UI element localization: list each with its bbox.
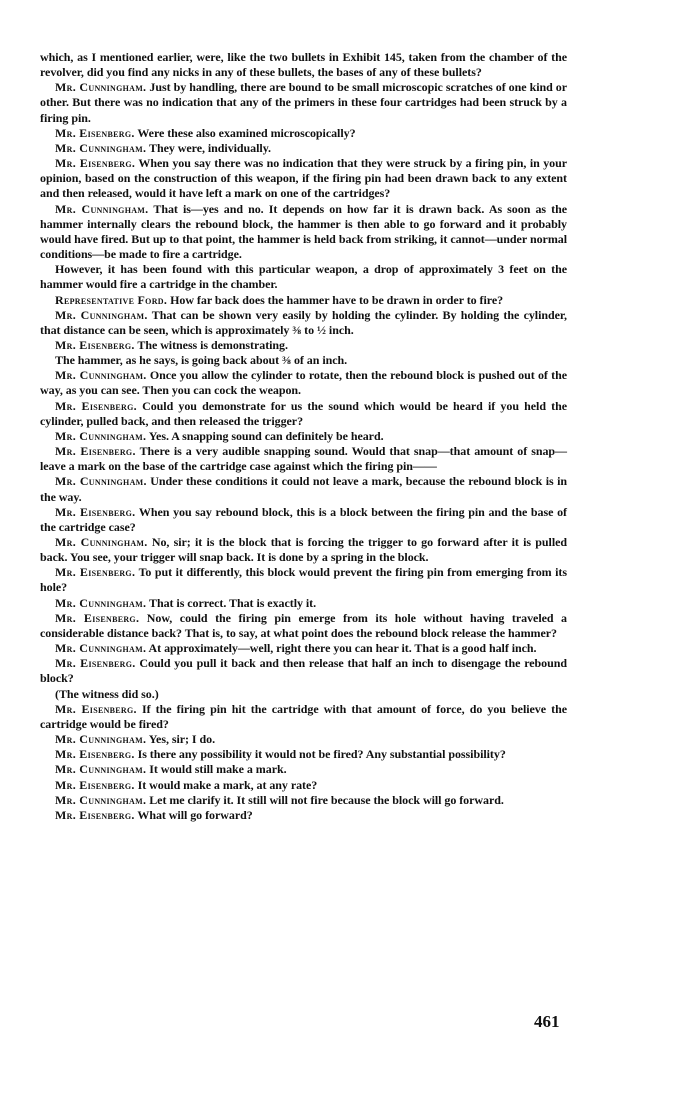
paragraph-text: It would still make a mark. bbox=[146, 762, 287, 777]
transcript-paragraph bbox=[40, 778, 567, 793]
transcript-paragraph bbox=[40, 565, 567, 595]
transcript-paragraph bbox=[40, 808, 567, 823]
transcript-paragraph bbox=[40, 732, 567, 747]
paragraph-text: Is there any possibility it would not be fired? Any substantial possibility? bbox=[134, 747, 506, 762]
paragraph-text: (The witness did so.) bbox=[55, 686, 159, 701]
paragraph-text: Were these also examined microscopically? bbox=[134, 125, 356, 140]
transcript-paragraph bbox=[40, 202, 567, 263]
paragraph-text: Just by handling, there are bound to be small microscopic scratches of one kind or other. But there was no indication that any of the primers in these four cartridges had been struck by a firing pin. bbox=[40, 80, 568, 125]
speaker-name: Mr. Eisenberg. bbox=[55, 398, 137, 413]
paragraph-text: Yes, sir; I do. bbox=[146, 732, 216, 747]
paragraph-text: Yes. A snapping sound can definitely be heard. bbox=[146, 428, 384, 443]
paragraph-text: Now, could the firing pin emerge from its hole without having traveled a considerable distance back? That is, to say, at what point does the rebound block release the hammer? bbox=[40, 610, 567, 640]
speaker-name: Mr. Cunningham. bbox=[55, 428, 147, 443]
paragraph-text: It would make a mark, at any rate? bbox=[134, 777, 318, 792]
transcript-paragraph bbox=[40, 687, 567, 702]
speaker-name: Mr. Eisenberg. bbox=[55, 807, 135, 822]
transcript-paragraph bbox=[40, 762, 567, 777]
speaker-name: Mr. Cunningham. bbox=[55, 792, 147, 807]
speaker-name: Mr. Eisenberg. bbox=[55, 656, 136, 671]
speaker-name: Mr. Eisenberg. bbox=[55, 444, 136, 459]
speaker-name: Mr. Eisenberg. bbox=[55, 125, 135, 140]
speaker-name: Mr. Eisenberg. bbox=[55, 156, 136, 171]
speaker-name: Mr. Cunningham. bbox=[55, 535, 148, 549]
speaker-name: Mr. Cunningham. bbox=[55, 80, 147, 95]
paragraph-text: That is—yes and no. It depends on how far it is drawn back. As soon as the hammer internally clears the rebound block, the hammer is then able to go forward and it probably would have fired. But up to that point, the hammer is held back from striking, it cannot—under normal conditions—be made to fire a cartridge. bbox=[40, 201, 567, 262]
transcript-paragraph bbox=[40, 474, 567, 504]
paragraph-text: There is a very audible snapping sound. Would that snap—that amount of snap—leave a mark on the base of the cartridge case against which the firing pin—— bbox=[40, 444, 567, 474]
paragraph-text: What will go forward? bbox=[134, 807, 253, 822]
transcript-paragraph bbox=[40, 141, 567, 156]
transcript-paragraph bbox=[40, 641, 567, 656]
paragraph-text: Could you demonstrate for us the sound which would be heard if you held the cylinder, pulled back, and then released the trigger? bbox=[40, 398, 567, 428]
speaker-name: Mr. Eisenberg. bbox=[55, 565, 136, 580]
speaker-name: Mr. Eisenberg. bbox=[55, 777, 135, 792]
transcript-paragraph bbox=[40, 535, 567, 565]
paragraph-text: Once you allow the cylinder to rotate, then the rebound block is pushed out of the way, as you can see. Then you can cock the weapon. bbox=[40, 368, 567, 398]
transcript-paragraph bbox=[40, 747, 567, 762]
paragraph-text: which, as I mentioned earlier, were, like the two bullets in Exhibit 145, taken from the chamber of the revolver, did you find any nicks in any of these bullets, the bases of any of these bullets? bbox=[40, 50, 567, 80]
transcript-paragraph bbox=[40, 596, 567, 611]
speaker-name: Mr. Eisenberg. bbox=[55, 610, 140, 625]
transcript-body bbox=[40, 50, 567, 823]
transcript-paragraph bbox=[40, 308, 567, 338]
paragraph-text: When you say there was no indication that they were struck by a firing pin, in your opinion, based on the construction of this weapon, if the firing pin had been drawn back to any extent and then released, would it have left a mark on one of the cartridges? bbox=[40, 156, 567, 201]
transcript-paragraph bbox=[40, 338, 567, 353]
paragraph-text: Under these conditions it could not leave a mark, because the rebound block is in the way. bbox=[40, 474, 567, 504]
transcript-paragraph bbox=[40, 702, 567, 732]
speaker-name: Representative Ford. bbox=[55, 292, 168, 307]
speaker-name: Mr. Cunningham. bbox=[55, 140, 147, 155]
speaker-name: Mr. Cunningham. bbox=[55, 474, 147, 489]
speaker-name: Mr. Cunningham. bbox=[55, 595, 147, 610]
paragraph-text: That can be shown very easily by holding the cylinder. By holding the cylinder, that distance can be seen, which is approximately ⅜ to ½ inch. bbox=[40, 307, 568, 337]
transcript-paragraph bbox=[40, 611, 567, 641]
transcript-paragraph bbox=[40, 80, 567, 125]
transcript-paragraph bbox=[40, 353, 567, 368]
speaker-name: Mr. Cunningham. bbox=[55, 201, 149, 216]
paragraph-text: Could you pull it back and then release that half an inch to disengage the rebound block? bbox=[40, 656, 567, 686]
transcript-paragraph bbox=[40, 793, 567, 808]
transcript-paragraph bbox=[40, 399, 567, 429]
transcript-paragraph bbox=[40, 50, 567, 80]
paragraph-text: The hammer, as he says, is going back about ⅜ of an inch. bbox=[55, 353, 348, 368]
speaker-name: Mr. Cunningham. bbox=[55, 368, 147, 383]
transcript-paragraph bbox=[40, 656, 567, 686]
transcript-paragraph bbox=[40, 262, 567, 292]
speaker-name: Mr. Eisenberg. bbox=[55, 747, 135, 762]
paragraph-text: They were, individually. bbox=[146, 140, 271, 155]
transcript-paragraph bbox=[40, 293, 567, 308]
speaker-name: Mr. Eisenberg. bbox=[55, 701, 137, 716]
speaker-name: Mr. Cunningham. bbox=[55, 762, 147, 777]
speaker-name: Mr. Eisenberg. bbox=[55, 337, 135, 352]
paragraph-text: To put it differently, this block would prevent the firing pin from emerging from its hole? bbox=[40, 565, 567, 595]
speaker-name: Mr. Cunningham. bbox=[55, 732, 147, 747]
transcript-paragraph bbox=[40, 126, 567, 141]
transcript-paragraph bbox=[40, 368, 567, 398]
page-number: 461 bbox=[534, 1012, 560, 1031]
paragraph-text: The witness is demonstrating. bbox=[134, 337, 288, 352]
speaker-name: Mr. Cunningham. bbox=[55, 307, 148, 322]
transcript-paragraph bbox=[40, 444, 567, 474]
paragraph-text: No, sir; it is the block that is forcing the trigger to go forward after it is pulled back. You see, your trigger will snap back. It is done by a spring in the block. bbox=[40, 535, 568, 565]
transcript-paragraph bbox=[40, 429, 567, 444]
transcript-paragraph bbox=[40, 505, 567, 535]
paragraph-text: When you say rebound block, this is a block between the firing pin and the base of the cartridge case? bbox=[40, 504, 567, 534]
paragraph-text: Let me clarify it. It still will not fire because the block will go forward. bbox=[146, 792, 504, 807]
paragraph-text: At approximately—well, right there you can hear it. That is a good half inch. bbox=[146, 641, 537, 656]
transcript-paragraph bbox=[40, 156, 567, 201]
speaker-name: Mr. Cunningham. bbox=[55, 641, 147, 656]
paragraph-text: However, it has been found with this particular weapon, a drop of approximately 3 feet on the hammer would fire a cartridge in the chamber. bbox=[40, 262, 567, 292]
paragraph-text: If the firing pin hit the cartridge with that amount of force, do you believe the cartridge would be fired? bbox=[40, 701, 568, 731]
paragraph-text: How far back does the hammer have to be drawn in order to fire? bbox=[167, 292, 504, 307]
paragraph-text: That is correct. That is exactly it. bbox=[146, 595, 317, 610]
speaker-name: Mr. Eisenberg. bbox=[55, 504, 136, 519]
